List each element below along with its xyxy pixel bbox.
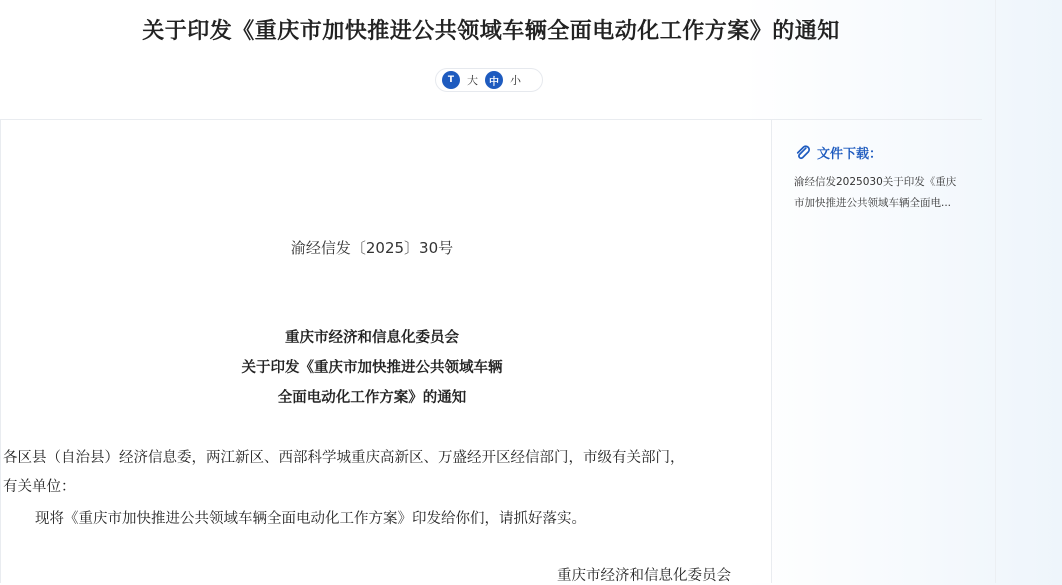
page-title: 关于印发《重庆市加快推进公共领域车辆全面电动化工作方案》的通知 xyxy=(142,19,840,44)
document-heading-line: 全面电动化工作方案》的通知 xyxy=(277,390,467,406)
font-size-medium-option[interactable]: 中 xyxy=(485,71,503,89)
document-heading-line: 重庆市经济和信息化委员会 xyxy=(285,330,459,346)
addressee-line: 各区县（自治县）经济信息委，两江新区、西部科学城重庆高新区、万盛经开区经信部门，市级有关部门， xyxy=(3,450,685,466)
document-signature: 重庆市经济和信息化委员会 xyxy=(557,568,731,584)
document-body xyxy=(0,120,772,583)
document-body-paragraph: 现将《重庆市加快推进公共领域车辆全面电动化工作方案》印发给你们，请抓好落实。 xyxy=(35,511,586,527)
sidebar-downloads xyxy=(772,120,982,583)
file-name-line: 渝经信发2025030关于印发《重庆 xyxy=(794,176,957,188)
font-size-small-option[interactable]: 小 xyxy=(510,74,521,87)
file-name-line: 市加快推进公共领域车辆全面电... xyxy=(794,197,952,209)
paperclip-icon xyxy=(795,145,811,161)
addressee-line: 有关单位： xyxy=(3,479,76,495)
download-heading-label: 文件下载： xyxy=(817,147,883,162)
document-heading-line: 关于印发《重庆市加快推进公共领域车辆 xyxy=(241,360,503,376)
font-size-large-option[interactable]: 大 xyxy=(467,74,478,87)
font-size-switcher xyxy=(435,68,543,92)
file-download-link[interactable] xyxy=(794,172,980,214)
font-size-icon: T xyxy=(442,71,460,89)
page-right-edge xyxy=(995,0,996,583)
download-heading xyxy=(795,143,882,162)
document-number: 渝经信发〔2025〕30号 xyxy=(290,239,454,257)
